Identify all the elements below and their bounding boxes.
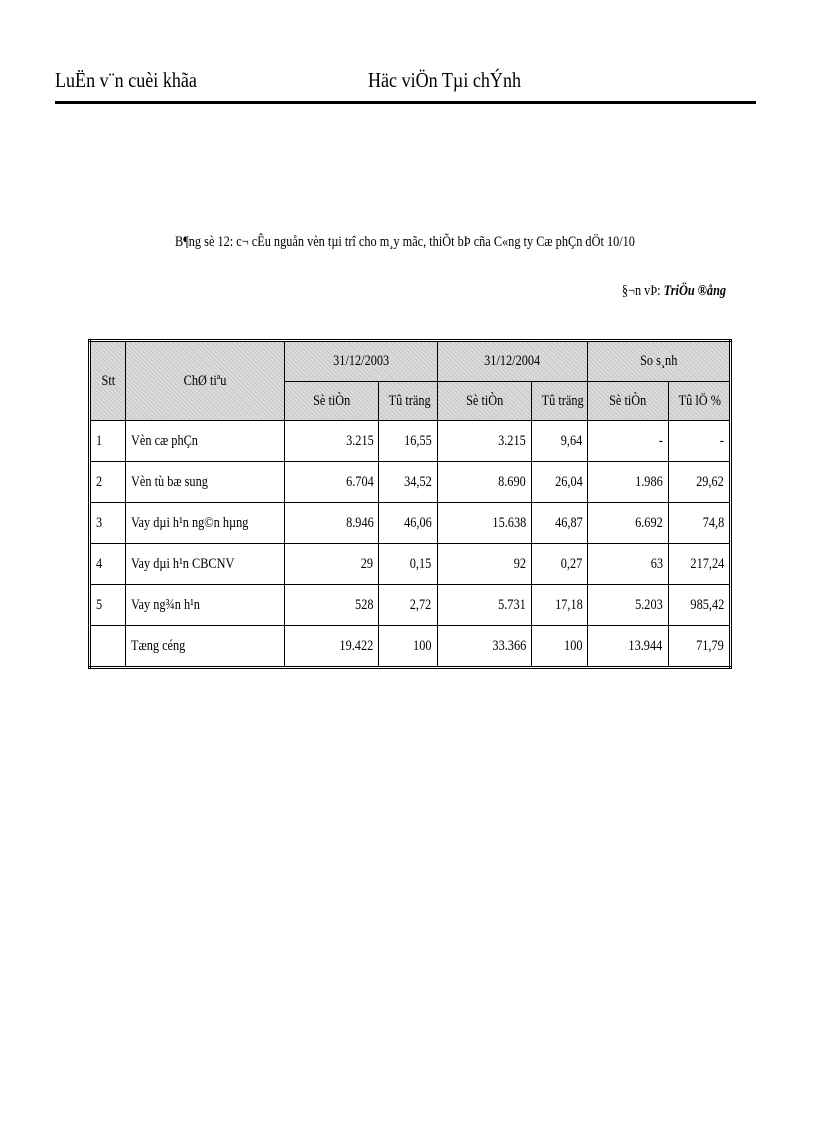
cell-rate: 71,79: [668, 626, 730, 668]
cell-stt: 3: [90, 503, 126, 544]
cell-share-2003: 100: [379, 626, 437, 668]
cell-name: Vay dµi h¹n CBCNV: [126, 544, 285, 585]
cell-diff: -: [588, 421, 668, 462]
header-institution: Häc viÖn Tµi chÝnh: [368, 68, 522, 92]
cell-stt: 5: [90, 585, 126, 626]
cell-share-2003: 16,55: [379, 421, 437, 462]
subheader-rate: Tû lÖ %: [668, 382, 730, 421]
header-left-title: LuËn v¨n cuèi khãa: [55, 68, 197, 92]
unit-value: TriÖu ®ång: [663, 283, 726, 299]
cell-share-2003: 46,06: [379, 503, 437, 544]
cell-share-2004: 0,27: [532, 544, 588, 585]
cell-amount-2003: 29: [284, 544, 378, 585]
subheader-amount-diff: Sè tiÒn: [588, 382, 668, 421]
cell-share-2004: 46,87: [532, 503, 588, 544]
cell-diff: 1.986: [588, 462, 668, 503]
cell-amount-2004: 8.690: [437, 462, 531, 503]
capital-structure-table: [88, 339, 732, 669]
subheader-share-2004: Tû träng: [532, 382, 588, 421]
col-header-2003: 31/12/2003: [284, 341, 437, 382]
cell-share-2004: 100: [532, 626, 588, 668]
cell-share-2004: 9,64: [532, 421, 588, 462]
table-row: [90, 503, 731, 544]
cell-share-2004: 17,18: [532, 585, 588, 626]
cell-name: Vay dµi h¹n ng©n hµng: [126, 503, 285, 544]
cell-diff: 6.692: [588, 503, 668, 544]
cell-share-2004: 26,04: [532, 462, 588, 503]
cell-name: Vèn cæ phÇn: [126, 421, 285, 462]
header-row-1: [90, 341, 731, 382]
cell-stt: 1: [90, 421, 126, 462]
table-row: [90, 462, 731, 503]
subheader-amount-2004: Sè tiÒn: [437, 382, 531, 421]
header-rule: [55, 101, 756, 104]
table-caption: B¶ng sè 12: c¬ cÊu nguån vèn tµi trî cho m¸y mãc, thiÕt bÞ cña C«ng ty Cæ phÇn dÖt 10/10: [175, 234, 635, 250]
col-header-2004: 31/12/2004: [437, 341, 588, 382]
col-header-stt: Stt: [90, 341, 126, 421]
total-row: [90, 626, 731, 668]
cell-diff: 63: [588, 544, 668, 585]
table-row: [90, 585, 731, 626]
cell-share-2003: 2,72: [379, 585, 437, 626]
col-header-indicator: ChØ tiªu: [126, 341, 285, 421]
col-header-comparison: So s¸nh: [588, 341, 731, 382]
cell-stt: [90, 626, 126, 668]
cell-rate: 985,42: [668, 585, 730, 626]
cell-amount-2003: 8.946: [284, 503, 378, 544]
cell-stt: 4: [90, 544, 126, 585]
cell-share-2003: 0,15: [379, 544, 437, 585]
table-row: [90, 421, 731, 462]
cell-amount-2003: 3.215: [284, 421, 378, 462]
cell-name-total: Tæng céng: [126, 626, 285, 668]
cell-amount-2003: 19.422: [284, 626, 378, 668]
cell-amount-2004: 15.638: [437, 503, 531, 544]
cell-amount-2004: 33.366: [437, 626, 531, 668]
cell-amount-2004: 3.215: [437, 421, 531, 462]
cell-rate: 29,62: [668, 462, 730, 503]
cell-amount-2003: 528: [284, 585, 378, 626]
cell-name: Vèn tù bæ sung: [126, 462, 285, 503]
cell-rate: -: [668, 421, 730, 462]
cell-rate: 74,8: [668, 503, 730, 544]
cell-stt: 2: [90, 462, 126, 503]
cell-rate: 217,24: [668, 544, 730, 585]
unit-note: [622, 283, 726, 300]
subheader-share-2003: Tû träng: [379, 382, 437, 421]
unit-label: §¬n vÞ:: [621, 283, 661, 299]
subheader-amount-2003: Sè tiÒn: [284, 382, 378, 421]
table-row: [90, 544, 731, 585]
cell-diff: 5.203: [588, 585, 668, 626]
cell-name: Vay ng¾n h¹n: [126, 585, 285, 626]
cell-amount-2003: 6.704: [284, 462, 378, 503]
cell-amount-2004: 92: [437, 544, 531, 585]
cell-amount-2004: 5.731: [437, 585, 531, 626]
cell-diff: 13.944: [588, 626, 668, 668]
cell-share-2003: 34,52: [379, 462, 437, 503]
